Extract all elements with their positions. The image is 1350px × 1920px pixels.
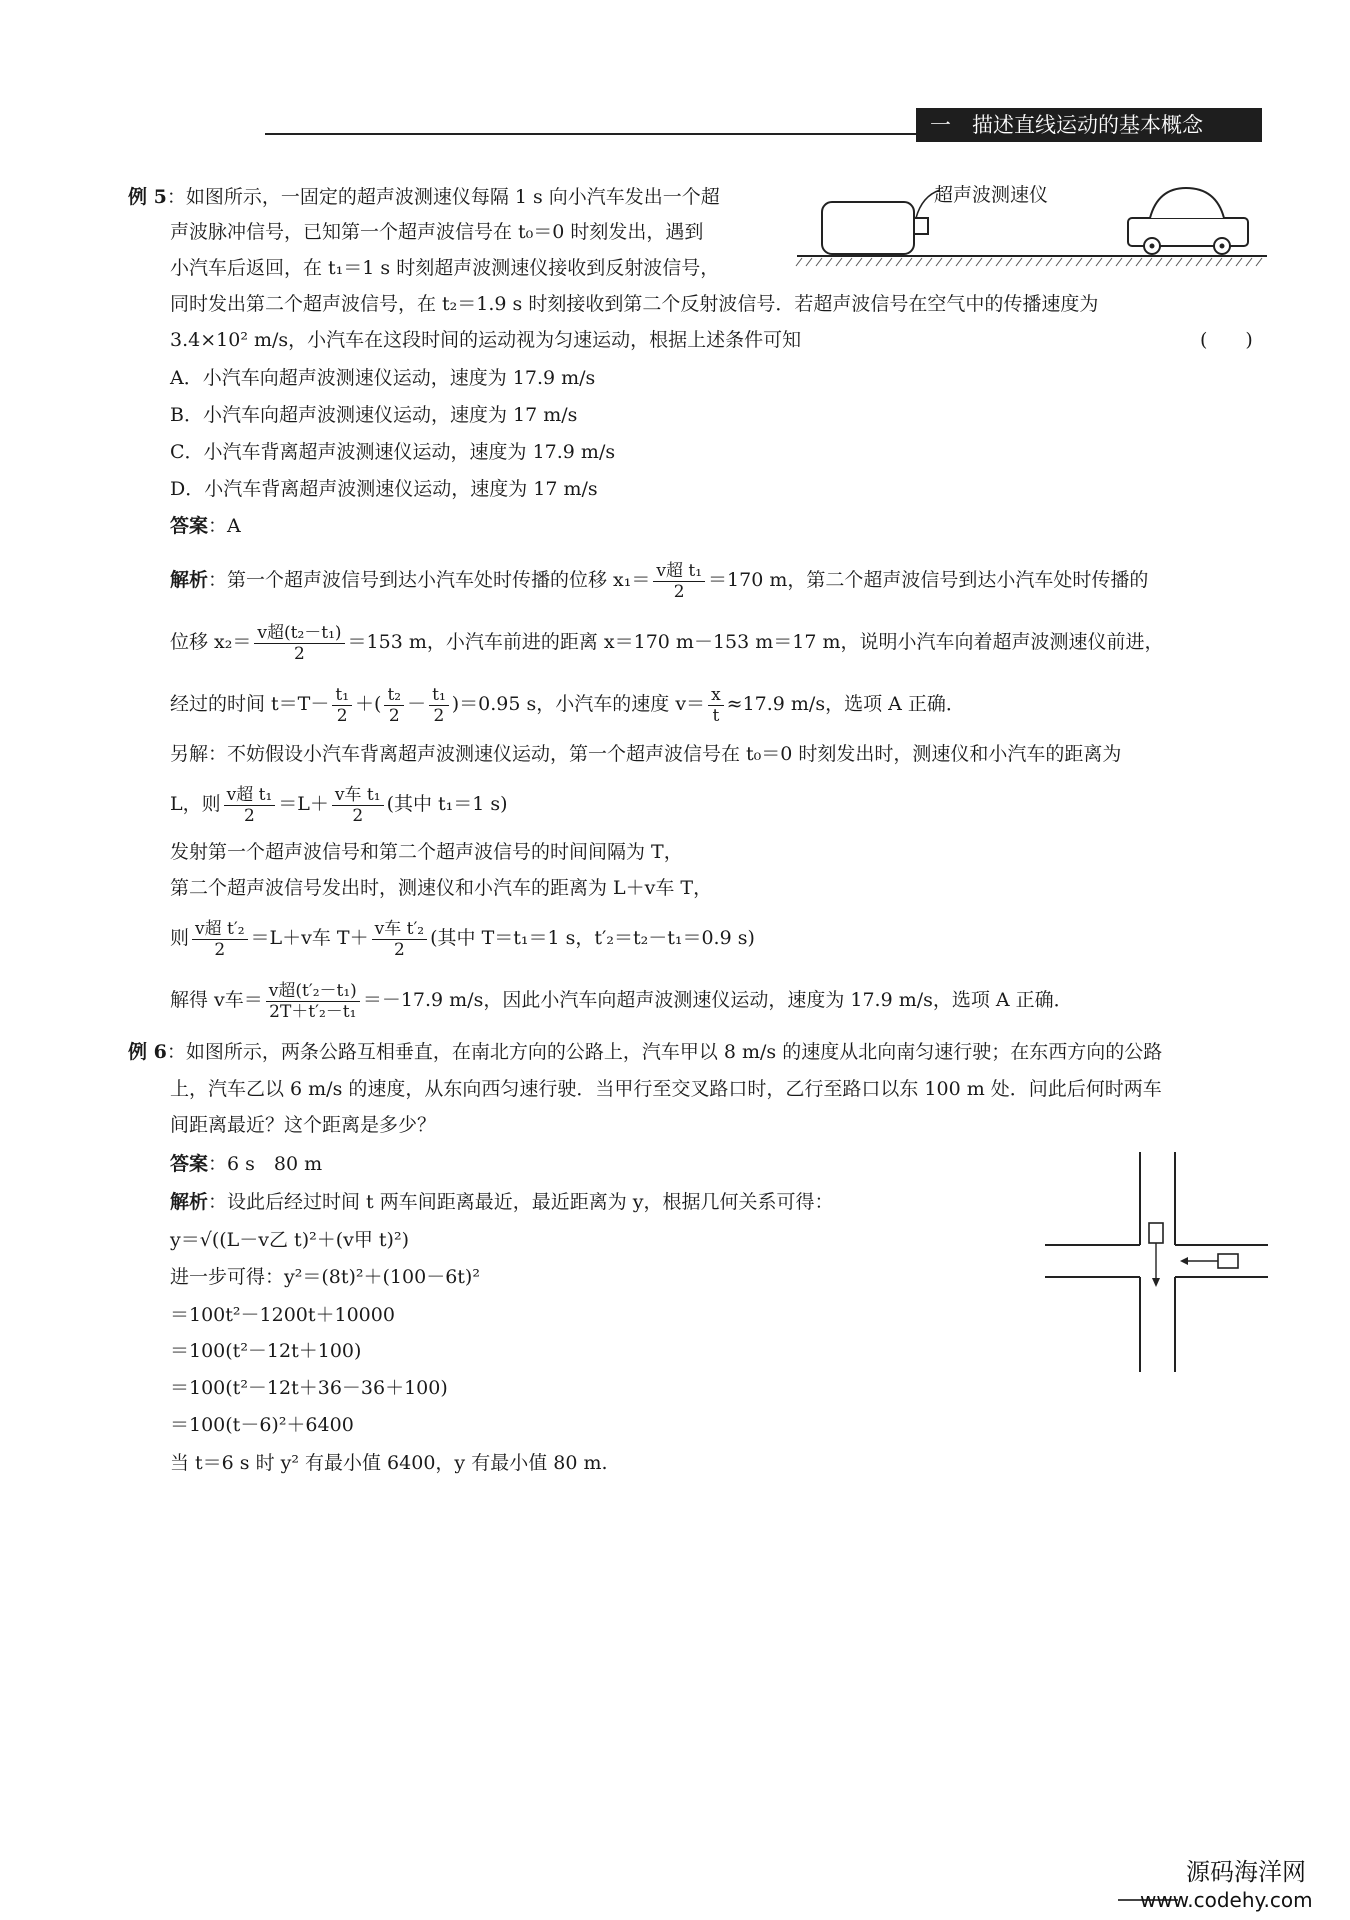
ground-line <box>796 256 1267 266</box>
car <box>1128 188 1248 254</box>
ex5-alt6b: ＝－17.9 m/s，因此小汽车向超声波测速仪运动，速度为 17.9 m/s，选项 A 正确． <box>362 989 1073 1011</box>
frac-num: v超 t₁ <box>653 561 705 582</box>
frac-vcar-t2p <box>372 919 428 960</box>
frac-den: 2 <box>393 939 405 960</box>
frac-num: v车 t₁ <box>332 785 384 806</box>
ex5-solution-line2 <box>170 620 1164 664</box>
frac-num: v超(t₂－t₁) <box>254 623 344 644</box>
ex5-line4: 同时发出第二个超声波信号，在 t₂＝1.9 s 时刻接收到第二个反射波信号．若超声波信号在空气中的传播速度为 <box>170 293 1099 315</box>
speed-meter-label: 超声波测速仪 <box>934 184 1049 206</box>
ex6-answer-value: ：6 s 80 m <box>208 1153 323 1175</box>
ex6-line3: 间距离最近？这个距离是多少？ <box>170 1114 437 1136</box>
ex6-line1 <box>128 1040 1162 1064</box>
ex5-s3a: 经过的时间 t＝T－ <box>170 693 330 715</box>
ex6-solution-line3: 进一步可得：y²＝(8t)²＋(100－6t)² <box>170 1266 480 1288</box>
ex5-answer-value: ：A <box>208 515 241 537</box>
ex6-solution-line7: ＝100(t－6)²＋6400 <box>170 1414 354 1436</box>
car-yi <box>1180 1254 1238 1268</box>
ex5-line3: 小汽车后返回，在 t₁＝1 s 时刻超声波测速仪接收到反射波信号， <box>170 257 720 279</box>
ex5-s3e: ≈17.9 m/s，选项 A 正确． <box>726 693 965 715</box>
frac-den: 2 <box>244 805 255 826</box>
ex5-alt5a: 则 <box>170 927 190 949</box>
ex6-label: 例 6 <box>128 1041 167 1063</box>
ex5-option-c: C．小汽车背离超声波测速仪运动，速度为 17.9 m/s <box>170 441 616 463</box>
ex5-line5: 3.4×10² m/s，小汽车在这段时间的运动视为匀速运动，根据上述条件可知 <box>170 329 802 351</box>
ex5-s1b: ＝170 m，第二个超声波信号到达小汽车处时传播的 <box>708 569 1149 591</box>
frac-num: t₂ <box>384 685 404 706</box>
ex6-solution-line1 <box>170 1190 834 1214</box>
frac-num: v超 t₁ <box>224 785 276 806</box>
frac-vc-t2p <box>192 919 248 960</box>
ex5-text-1: ：如图所示，一固定的超声波测速仪每隔 1 s 向小汽车发出一个超 <box>166 186 720 208</box>
frac-t1-2b <box>429 685 449 726</box>
frac-t1-2 <box>332 685 352 726</box>
ex5-answer-label: 答案 <box>170 515 209 537</box>
ex5-fraction-x2 <box>254 623 344 664</box>
ex6-line2: 上，汽车乙以 6 m/s 的速度，从东向西匀速行驶．当甲行至交叉路口时，乙行至路口以东 100 m 处．问此后何时两车 <box>170 1078 1162 1100</box>
ex5-s3c: － <box>407 693 427 715</box>
ex6-answer-label: 答案 <box>170 1153 209 1175</box>
frac-den: 2 <box>433 705 445 726</box>
frac-den: 2 <box>294 643 305 664</box>
ex6-solution-line2: y＝√((L－v乙 t)²＋(v甲 t)²) <box>170 1229 409 1251</box>
frac-num: t₁ <box>429 685 449 706</box>
ex5-s3b: ＋( <box>355 693 382 715</box>
ex6-solution-line8: 当 t＝6 s 时 y² 有最小值 6400，y 有最小值 80 m. <box>170 1452 608 1474</box>
ex5-s3d: )＝0.95 s，小汽车的速度 v＝ <box>451 693 706 715</box>
watermark-url: www.codehy.com <box>1140 1888 1313 1912</box>
ex5-alt5c: (其中 T＝t₁＝1 s，t′₂＝t₂－t₁＝0.9 s) <box>430 927 755 949</box>
frac-den: 2 <box>352 805 364 826</box>
frac-den: 2T＋t′₂－t₁ <box>269 1001 357 1022</box>
ex5-line1 <box>128 185 720 209</box>
frac-den: 2 <box>388 705 400 726</box>
frac-den: 2 <box>214 939 226 960</box>
speed-meter-device <box>822 190 940 254</box>
ex6-answer <box>170 1152 322 1176</box>
ex5-answer-paren: ( ) <box>1200 329 1253 351</box>
frac-num: v超 t′₂ <box>192 919 248 940</box>
frac-vcar-result <box>266 981 360 1022</box>
ex5-answer <box>170 514 241 538</box>
ex5-s2b: ＝153 m，小汽车前进的距离 x＝170 m－153 m＝17 m，说明小汽车向着超声波测速仪前进， <box>347 631 1164 653</box>
ex5-solution-line1 <box>170 558 1148 602</box>
ex5-alt5b: ＝L＋v车 T＋ <box>250 927 369 949</box>
ex6-solution-line4: ＝100t²－1200t＋10000 <box>170 1304 395 1326</box>
ex5-alt2a: L，则 <box>170 793 221 815</box>
frac-num: t₁ <box>332 685 352 706</box>
ex5-line2: 声波脉冲信号，已知第一个超声波信号在 t₀＝0 时刻发出，遇到 <box>170 221 704 243</box>
ex5-label: 例 5 <box>128 186 167 208</box>
ex6-solution-label: 解析 <box>170 1191 209 1213</box>
ex5-alt-line1: 另解：不妨假设小汽车背离超声波测速仪运动，第一个超声波信号在 t₀＝0 时刻发出时，测速仪和小汽车的距离为 <box>170 743 1122 765</box>
ex6-solution-line6: ＝100(t²－12t＋36－36＋100) <box>170 1377 448 1399</box>
chapter-header: 一 描述直线运动的基本概念 <box>916 108 1262 142</box>
frac-x-t <box>708 685 724 726</box>
frac-num: x <box>708 685 724 706</box>
frac-den: t <box>712 705 720 726</box>
ex6-text-1: ：如图所示，两条公路互相垂直，在南北方向的公路上，汽车甲以 8 m/s 的速度从北向南匀速行驶；在东西方向的公路 <box>166 1041 1163 1063</box>
ex5-alt6a: 解得 v车＝ <box>170 989 263 1011</box>
frac-t2-2 <box>384 685 404 726</box>
frac-den: 2 <box>673 581 685 602</box>
ex5-alt-line6 <box>170 978 1073 1022</box>
ex5-option-a: A．小汽车向超声波测速仪运动，速度为 17.9 m/s <box>170 367 596 389</box>
ex5-alt-line4: 第二个超声波信号发出时，测速仪和小汽车的距离为 L＋v车 T， <box>170 877 713 899</box>
frac-vc-t1 <box>224 785 276 826</box>
ex5-s1a: ：第一个超声波信号到达小汽车处时传播的位移 x₁＝ <box>208 569 651 591</box>
ex5-option-b: B．小汽车向超声波测速仪运动，速度为 17 m/s <box>170 404 578 426</box>
frac-den: 2 <box>336 705 348 726</box>
ex5-s2a: 位移 x₂＝ <box>170 631 252 653</box>
frac-num: v超(t′₂－t₁) <box>266 981 360 1002</box>
ex5-fraction-x1 <box>653 561 705 602</box>
frac-vcar-t1 <box>332 785 384 826</box>
ex5-alt-line2 <box>170 782 508 826</box>
frac-num: v车 t′₂ <box>372 919 428 940</box>
ex5-option-d: D．小汽车背离超声波测速仪运动，速度为 17 m/s <box>170 478 598 500</box>
ex6-s1: ：设此后经过时间 t 两车间距离最近，最近距离为 y，根据几何关系可得： <box>208 1191 834 1213</box>
ex6-crossroads-figure <box>1040 1150 1270 1375</box>
car-jia <box>1149 1223 1163 1287</box>
ex5-alt2b: ＝L＋ <box>278 793 329 815</box>
ex6-solution-line5: ＝100(t²－12t＋100) <box>170 1340 362 1362</box>
ex5-solution-line3 <box>170 682 965 726</box>
ex5-alt2c: (其中 t₁＝1 s) <box>386 793 508 815</box>
ex5-alt-line3: 发射第一个超声波信号和第二个超声波信号的时间间隔为 T， <box>170 841 683 863</box>
watermark-title: 源码海洋网 <box>1186 1858 1306 1886</box>
ex5-solution-label: 解析 <box>170 569 209 591</box>
ex5-alt-line5 <box>170 916 755 960</box>
